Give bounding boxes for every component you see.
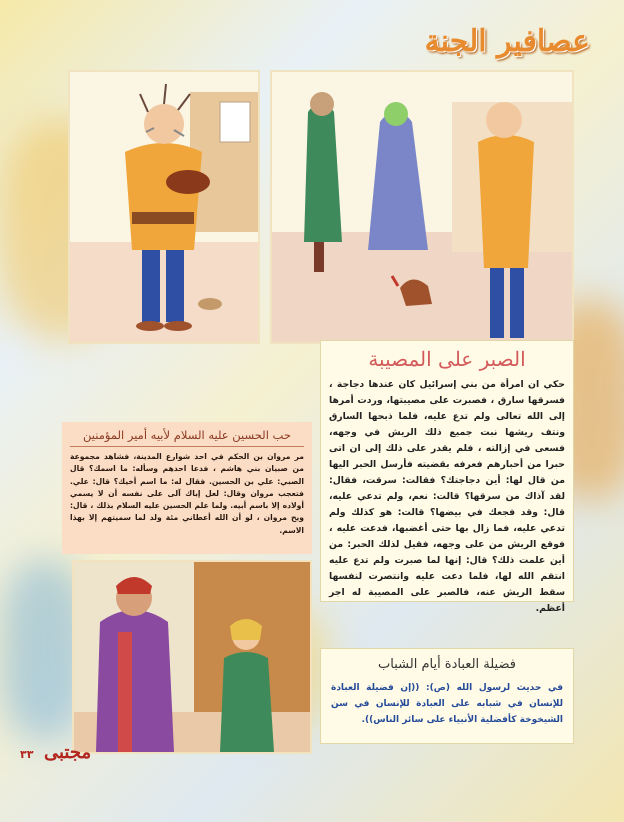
article-worship	[320, 648, 574, 744]
old-man-boy-drawing	[74, 562, 310, 752]
rabbi-woman-drawing	[272, 72, 572, 342]
article-hussein	[62, 422, 312, 554]
feathered-man-drawing	[70, 72, 258, 342]
article-patience	[320, 340, 574, 614]
illustration-feathered-man	[68, 70, 260, 344]
article-hussein-body: مر مروان بن الحكم في احد شوارع المدينة، فشاهد مجموعة من صبيان بني هاشم ، فدعا احدهم وسأله: ما اسمك؟ قال الصبي: علي بن الحسين. فقال له: ما اسم أخيك؟ قال: علي. فتعجب مروان وقال: لعل إباك آلى على نفسه أن لا يسمي أولاده إلا باسم أبيه. ولما علم الحسين عليه السلام بذلك ، قال: ويح مروان ، لو أن الله أعطاني مئة ولد لما سميتهم إلا بهذا الاسم.	[70, 452, 304, 535]
article-hussein-title: حب الحسين عليه السلام لأبيه أمير المؤمنين	[70, 428, 304, 447]
illustration-rabbi-woman	[270, 70, 574, 344]
article-patience-title: الصبر على المصيبة	[368, 347, 526, 371]
article-patience-body: حكي ان امرأة من بني إسرائيل كان عندها دجاجة ، فسرقها سارق ، فصبرت على مصيبتها، وردت أمرها إلى الله تعالى ولم تدع عليه، فلما ذبحها السارق ونتف ريشها نبت جميع ذلك الريش في وجهه، فسعى في إزالته ، فلم يقدر على ذلك إلى ان اتى حبرا من أحبارهم فعرفه بقضيته فأرسل الحبر اليها من قال لها: أين دجاجتك؟ فقالت: سرقت، فقال: لقد آذاك من سرقها؟ قالت: نعم، ولم تدعي عليه، قال: وقد فجعك في بيضها؟ قالت: هو كذلك ولم تدعي عليه، فما زال بها حتى أغضبها، فدعت عليه ، فوقع الريش من على وجهه، فقيل لذلك الحبر: من أين علمت ذلك؟ قال: إنها لما صبرت ولم تدع عليه انتقم الله لها، فلما دعت عليه وانتصرت لنفسها سقط الريش عنه، فالصبر على المصيبة له اجر أعظم.	[329, 379, 565, 614]
article-worship-body: في حديث لرسول الله (ص): ((إن فضيلة العبادة للإنسان في شبابه على العبادة للإنسان في سن الشيخوخة كأفضلية الأنبياء على سائر الناس)).	[331, 683, 563, 725]
page-title: عصافير الجنة	[424, 24, 590, 59]
magazine-brand-logo: مجتبى	[44, 742, 92, 763]
illustration-old-man-boy	[72, 560, 312, 754]
article-worship-title: فضيلة العبادة أيام الشباب	[378, 657, 516, 672]
page-number: ٣٣	[20, 748, 34, 761]
